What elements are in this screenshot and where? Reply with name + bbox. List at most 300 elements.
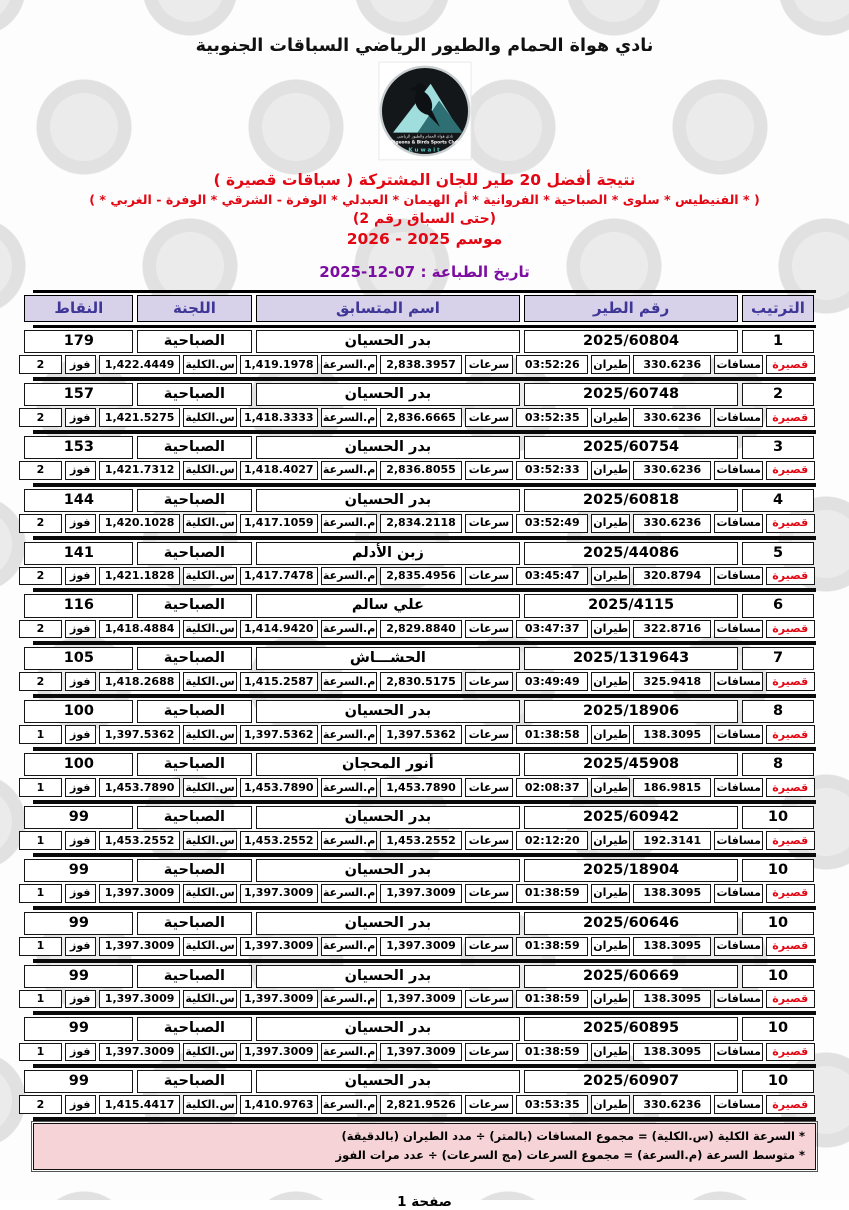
results-table [33,290,816,1121]
rank-cell: 10 [742,806,814,829]
points-cell: 105 [24,647,133,670]
distance-value: 330.6236 [633,355,711,374]
category-label: قصيرة [766,461,815,480]
result-entry [33,1015,816,1068]
entry-main-row [33,645,816,671]
competitor-name-cell: زبن الأدلم [256,542,521,565]
committee-cell: الصباحية [137,912,251,935]
footnote-avg-speed: * متوسط السرعة (م.السرعة) = مجموع السرعات (مج السرعات) ÷ عدد مرات الفوز [335,1147,805,1162]
points-cell: 100 [24,753,133,776]
total-speed-value: 1,397.5362 [99,725,180,744]
entry-detail-row [33,619,816,642]
total-speed-label: س.الكلية [183,831,236,850]
entry-detail-row [33,830,816,853]
wins-label: فوز [65,725,96,744]
distance-value: 138.3095 [633,884,711,903]
entry-detail-row [33,936,816,959]
avg-speed-label: م.السرعة [321,1043,377,1062]
category-label: قصيرة [766,408,815,427]
committee-cell: الصباحية [137,542,251,565]
header-name: اسم المتسابق [256,295,521,322]
speeds-label: سرعات [465,514,514,533]
bird-number-cell: 2025/18906 [524,700,738,723]
total-speed-value: 1,397.3009 [99,990,180,1009]
bird-number-cell: 2025/60895 [524,1017,738,1040]
bird-number-cell: 2025/60942 [524,806,738,829]
committee-cell: الصباحية [137,594,251,617]
avg-speed-value: 1,414.9420 [240,620,318,639]
entry-detail-row [33,777,816,800]
total-speed-label: س.الكلية [183,725,236,744]
wins-value: 1 [19,884,61,903]
wins-label: فوز [65,620,96,639]
distance-value: 192.3141 [633,831,711,850]
wins-value: 2 [19,461,61,480]
wins-value: 1 [19,990,61,1009]
rank-cell: 1 [742,330,814,353]
distance-value: 138.3095 [633,1043,711,1062]
rank-cell: 10 [742,912,814,935]
wins-label: فوز [65,514,96,533]
speeds-sum-value: 2,838.3957 [380,355,461,374]
flight-label: طيران [591,1095,630,1114]
flight-time-value: 03:52:49 [516,514,588,533]
wins-value: 2 [19,567,61,586]
speeds-label: سرعات [465,884,514,903]
entry-main-row [33,751,816,777]
flight-time-value: 03:47:37 [516,620,588,639]
distances-label: مسافات [714,672,763,691]
entry-detail-row [33,671,816,694]
speeds-label: سرعات [465,990,514,1009]
bird-number-cell: 2025/45908 [524,753,738,776]
total-speed-label: س.الكلية [183,884,236,903]
total-speed-value: 1,422.4449 [99,355,180,374]
distance-value: 330.6236 [633,461,711,480]
club-logo [33,61,816,165]
result-entry [33,328,816,381]
total-speed-label: س.الكلية [183,1043,236,1062]
speeds-label: سرعات [465,620,514,639]
total-speed-label: س.الكلية [183,514,236,533]
distances-label: مسافات [714,514,763,533]
result-entry [33,1068,816,1121]
entry-main-row [33,540,816,566]
committee-cell: الصباحية [137,965,251,988]
category-label: قصيرة [766,620,815,639]
flight-label: طيران [591,514,630,533]
avg-speed-label: م.السرعة [321,990,377,1009]
total-speed-label: س.الكلية [183,567,236,586]
avg-speed-value: 1,410.9763 [240,1095,318,1114]
points-cell: 179 [24,330,133,353]
wins-value: 1 [19,725,61,744]
header-rank: الترتيب [742,295,814,322]
wins-value: 1 [19,778,61,797]
speeds-label: سرعات [465,461,514,480]
distance-value: 330.6236 [633,408,711,427]
distance-value: 320.8794 [633,567,711,586]
header-bird: رقم الطير [524,295,738,322]
points-cell: 99 [24,859,133,882]
entry-main-row [33,857,816,883]
points-cell: 116 [24,594,133,617]
wins-value: 1 [19,1043,61,1062]
competitor-name-cell: بدر الحسيان [256,965,521,988]
entry-main-row [33,1015,816,1041]
wins-label: فوز [65,408,96,427]
flight-time-value: 02:08:37 [516,778,588,797]
bird-number-cell: 2025/18904 [524,859,738,882]
logo-country-label: Kuwait [407,147,442,154]
flight-label: طيران [591,355,630,374]
speeds-sum-value: 1,453.2552 [380,831,461,850]
flight-label: طيران [591,831,630,850]
committee-cell: الصباحية [137,489,251,512]
flight-time-value: 03:53:35 [516,1095,588,1114]
competitor-name-cell: بدر الحسيان [256,912,521,935]
avg-speed-value: 1,453.7890 [240,778,318,797]
total-speed-value: 1,418.2688 [99,672,180,691]
speeds-sum-value: 1,397.3009 [380,937,461,956]
entry-main-row [33,963,816,989]
points-cell: 99 [24,912,133,935]
flight-label: طيران [591,620,630,639]
distance-value: 186.9815 [633,778,711,797]
season-line: موسم 2025 - 2026 [346,230,503,248]
wins-label: فوز [65,355,96,374]
total-speed-value: 1,421.7312 [99,461,180,480]
competitor-name-cell: الحشـــاش [256,647,521,670]
total-speed-value: 1,397.3009 [99,937,180,956]
result-entry [33,434,816,487]
speeds-sum-value: 1,453.7890 [380,778,461,797]
flight-time-value: 01:38:59 [516,990,588,1009]
result-entry [33,857,816,910]
committee-cell: الصباحية [137,753,251,776]
distance-value: 138.3095 [633,937,711,956]
result-entry [33,645,816,698]
competitor-name-cell: أنور المحجان [256,753,521,776]
avg-speed-value: 1,397.3009 [240,937,318,956]
category-label: قصيرة [766,355,815,374]
report-header-lines [33,171,816,248]
wins-label: فوز [65,1095,96,1114]
distance-value: 138.3095 [633,725,711,744]
category-label: قصيرة [766,990,815,1009]
flight-label: طيران [591,937,630,956]
avg-speed-label: م.السرعة [321,672,377,691]
entry-main-row [33,434,816,460]
result-entry [33,487,816,540]
entry-main-row [33,381,816,407]
category-label: قصيرة [766,884,815,903]
wins-label: فوز [65,990,96,1009]
avg-speed-label: م.السرعة [321,567,377,586]
avg-speed-value: 1,419.1978 [240,355,318,374]
wins-label: فوز [65,778,96,797]
wins-label: فوز [65,884,96,903]
flight-time-value: 03:49:49 [516,672,588,691]
bird-number-cell: 2025/60646 [524,912,738,935]
competitor-name-cell: بدر الحسيان [256,1017,521,1040]
rank-cell: 10 [742,965,814,988]
committees-line: ( * الفنيطيس * سلوى * الصباحية * الفروانية * أم الهيمان * العبدلي * الوفرة - الشرقي * الوفرة - الغربي * ) [89,192,760,207]
total-speed-label: س.الكلية [183,620,236,639]
speeds-sum-value: 1,397.3009 [380,1043,461,1062]
bird-number-cell: 2025/60818 [524,489,738,512]
competitor-name-cell: بدر الحسيان [256,700,521,723]
entry-detail-row [33,724,816,747]
entry-detail-row [33,989,816,1012]
entry-main-row [33,910,816,936]
logo-english-name: Pigeons & Birds Sports Club [390,140,459,146]
distances-label: مسافات [714,1095,763,1114]
distance-value: 330.6236 [633,1095,711,1114]
speeds-sum-value: 2,836.8055 [380,461,461,480]
flight-label: طيران [591,408,630,427]
flight-time-value: 03:52:26 [516,355,588,374]
points-cell: 157 [24,383,133,406]
speeds-sum-value: 2,829.8840 [380,620,461,639]
rank-cell: 10 [742,859,814,882]
committee-cell: الصباحية [137,383,251,406]
wins-value: 2 [19,408,61,427]
wins-label: فوز [65,1043,96,1062]
logo-arabic-name: نادي هواة الحمام والطيور الرياضي [396,133,453,139]
speeds-label: سرعات [465,937,514,956]
entry-main-row [33,804,816,830]
total-speed-label: س.الكلية [183,937,236,956]
total-speed-label: س.الكلية [183,355,236,374]
avg-speed-value: 1,397.3009 [240,990,318,1009]
speeds-label: سرعات [465,408,514,427]
flight-label: طيران [591,461,630,480]
committee-cell: الصباحية [137,647,251,670]
bird-number-cell: 2025/1319643 [524,647,738,670]
committee-cell: الصباحية [137,1017,251,1040]
flight-label: طيران [591,884,630,903]
points-cell: 153 [24,436,133,459]
entry-main-row [33,328,816,354]
table-header-row [33,290,816,328]
category-label: قصيرة [766,1095,815,1114]
result-entry [33,804,816,857]
total-speed-value: 1,421.5275 [99,408,180,427]
speeds-sum-value: 2,830.5175 [380,672,461,691]
total-speed-value: 1,453.2552 [99,831,180,850]
category-label: قصيرة [766,567,815,586]
speeds-label: سرعات [465,355,514,374]
avg-speed-label: م.السرعة [321,355,377,374]
speeds-sum-value: 1,397.3009 [380,884,461,903]
flight-time-value: 01:38:58 [516,725,588,744]
entry-detail-row [33,354,816,377]
speeds-label: سرعات [465,831,514,850]
avg-speed-label: م.السرعة [321,831,377,850]
category-label: قصيرة [766,778,815,797]
rank-cell: 6 [742,594,814,617]
points-cell: 141 [24,542,133,565]
avg-speed-value: 1,397.3009 [240,884,318,903]
distances-label: مسافات [714,408,763,427]
speeds-label: سرعات [465,1043,514,1062]
avg-speed-label: م.السرعة [321,1095,377,1114]
entry-detail-row [33,460,816,483]
flight-label: طيران [591,990,630,1009]
race-number-line: (حتى السباق رقم 2) [352,211,497,227]
avg-speed-value: 1,415.2587 [240,672,318,691]
committee-cell: الصباحية [137,1070,251,1093]
flight-time-value: 03:52:35 [516,408,588,427]
distances-label: مسافات [714,937,763,956]
flight-label: طيران [591,672,630,691]
competitor-name-cell: بدر الحسيان [256,1070,521,1093]
result-entry [33,698,816,751]
footnotes-box [33,1123,816,1170]
bird-number-cell: 2025/60907 [524,1070,738,1093]
speeds-label: سرعات [465,1095,514,1114]
avg-speed-label: م.السرعة [321,778,377,797]
total-speed-value: 1,415.4417 [99,1095,180,1114]
category-label: قصيرة [766,937,815,956]
speeds-sum-value: 2,835.4956 [380,567,461,586]
result-title: نتيجة أفضل 20 طير للجان المشتركة ( سباقات قصيرة ) [213,171,636,189]
result-entry [33,592,816,645]
bird-number-cell: 2025/60669 [524,965,738,988]
rank-cell: 5 [742,542,814,565]
flight-time-value: 01:38:59 [516,884,588,903]
entry-detail-row [33,1094,816,1117]
avg-speed-value: 1,418.3333 [240,408,318,427]
points-cell: 99 [24,806,133,829]
speeds-label: سرعات [465,725,514,744]
total-speed-value: 1,397.3009 [99,884,180,903]
entry-main-row [33,487,816,513]
competitor-name-cell: بدر الحسيان [256,330,521,353]
category-label: قصيرة [766,1043,815,1062]
total-speed-label: س.الكلية [183,408,236,427]
distances-label: مسافات [714,831,763,850]
competitor-name-cell: بدر الحسيان [256,383,521,406]
wins-value: 2 [19,514,61,533]
wins-value: 1 [19,937,61,956]
footnote-total-speed: * السرعة الكلية (س.الكلية) = مجموع المسافات (بالمتر) ÷ مدد الطيران (بالدقيقة) [341,1129,805,1144]
rank-cell: 7 [742,647,814,670]
total-speed-value: 1,418.4884 [99,620,180,639]
bird-number-cell: 2025/60804 [524,330,738,353]
distances-label: مسافات [714,1043,763,1062]
distances-label: مسافات [714,567,763,586]
points-cell: 99 [24,965,133,988]
club-title: نادي هواة الحمام والطيور الرياضي السباقات الجنوبية [195,36,654,56]
wins-label: فوز [65,567,96,586]
competitor-name-cell: بدر الحسيان [256,806,521,829]
points-cell: 144 [24,489,133,512]
flight-time-value: 01:38:59 [516,1043,588,1062]
rank-cell: 8 [742,700,814,723]
distances-label: مسافات [714,461,763,480]
wins-value: 2 [19,355,61,374]
total-speed-value: 1,453.7890 [99,778,180,797]
committee-cell: الصباحية [137,806,251,829]
committee-cell: الصباحية [137,330,251,353]
speeds-sum-value: 2,836.6665 [380,408,461,427]
committee-cell: الصباحية [137,700,251,723]
total-speed-value: 1,397.3009 [99,1043,180,1062]
competitor-name-cell: علي سالم [256,594,521,617]
entry-main-row [33,698,816,724]
wins-value: 2 [19,1095,61,1114]
distance-value: 325.9418 [633,672,711,691]
avg-speed-label: م.السرعة [321,937,377,956]
wins-label: فوز [65,831,96,850]
total-speed-label: س.الكلية [183,672,236,691]
avg-speed-label: م.السرعة [321,884,377,903]
distance-value: 138.3095 [633,990,711,1009]
bird-number-cell: 2025/60748 [524,383,738,406]
category-label: قصيرة [766,831,815,850]
flight-time-value: 01:38:59 [516,937,588,956]
points-cell: 100 [24,700,133,723]
rank-cell: 3 [742,436,814,459]
results-body [33,328,816,1121]
distances-label: مسافات [714,620,763,639]
speeds-sum-value: 1,397.5362 [380,725,461,744]
distance-value: 330.6236 [633,514,711,533]
bird-number-cell: 2025/60754 [524,436,738,459]
flight-label: طيران [591,1043,630,1062]
entry-detail-row [33,513,816,536]
wins-label: فوز [65,672,96,691]
total-speed-label: س.الكلية [183,778,236,797]
speeds-label: سرعات [465,567,514,586]
entry-detail-row [33,407,816,430]
avg-speed-value: 1,417.7478 [240,567,318,586]
avg-speed-value: 1,417.1059 [240,514,318,533]
points-cell: 99 [24,1017,133,1040]
entry-detail-row [33,566,816,589]
competitor-name-cell: بدر الحسيان [256,489,521,512]
points-cell: 99 [24,1070,133,1093]
entry-detail-row [33,1042,816,1065]
distances-label: مسافات [714,725,763,744]
avg-speed-value: 1,418.4027 [240,461,318,480]
entry-main-row [33,1068,816,1094]
rank-cell: 8 [742,753,814,776]
rank-cell: 2 [742,383,814,406]
bird-number-cell: 2025/4115 [524,594,738,617]
category-label: قصيرة [766,514,815,533]
competitor-name-cell: بدر الحسيان [256,859,521,882]
committee-cell: الصباحية [137,859,251,882]
avg-speed-label: م.السرعة [321,620,377,639]
flight-time-value: 03:45:47 [516,567,588,586]
distances-label: مسافات [714,884,763,903]
total-speed-label: س.الكلية [183,990,236,1009]
flight-time-value: 03:52:33 [516,461,588,480]
total-speed-value: 1,420.1028 [99,514,180,533]
avg-speed-label: م.السرعة [321,408,377,427]
avg-speed-value: 1,453.2552 [240,831,318,850]
competitor-name-cell: بدر الحسيان [256,436,521,459]
header-committee: اللجنة [137,295,251,322]
committee-cell: الصباحية [137,436,251,459]
entry-main-row [33,592,816,618]
distances-label: مسافات [714,990,763,1009]
result-entry [33,540,816,593]
speeds-label: سرعات [465,672,514,691]
